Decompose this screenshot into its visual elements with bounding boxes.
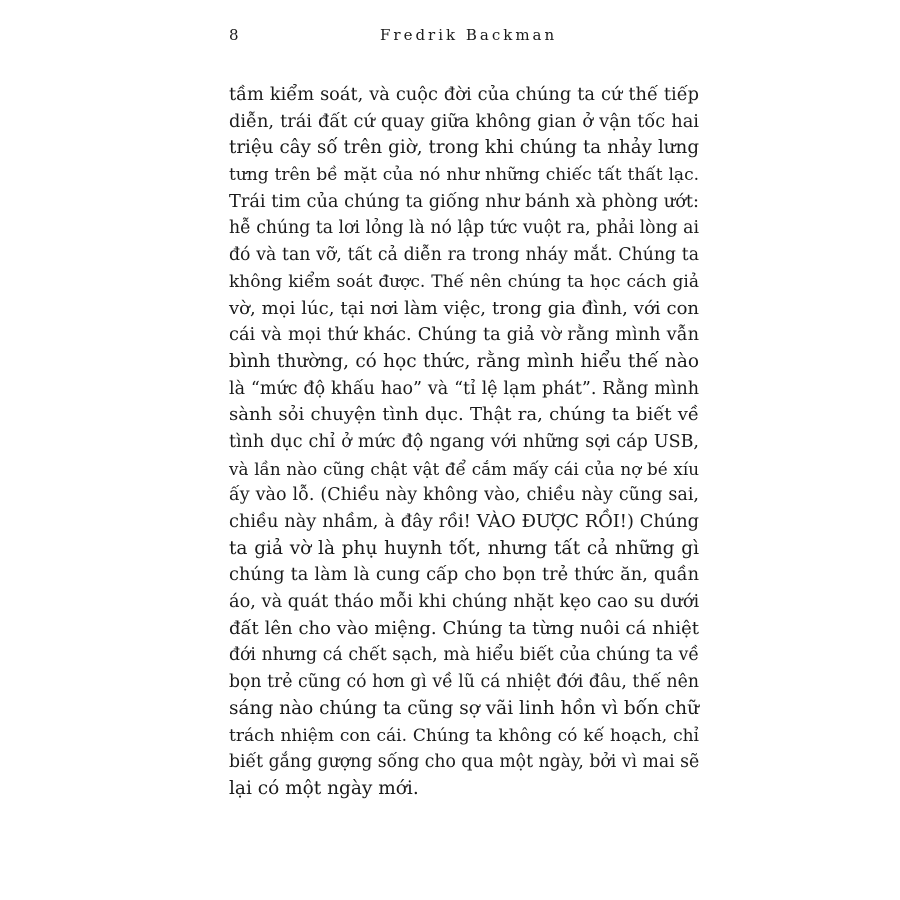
text-line: ta giả vờ là phụ huynh tốt, nhưng tất cả những gì xyxy=(229,537,699,559)
text-line: đó và tan vỡ, tất cả diễn ra trong nháy mắt. Chúng ta xyxy=(229,245,699,266)
text-line: sáng nào chúng ta cũng sợ vãi linh hồn vì bốn chữ xyxy=(229,697,699,719)
text-line: chúng ta làm là cung cấp cho bọn trẻ thức ăn, quần xyxy=(229,565,699,586)
text-line: triệu cây số trên giờ, trong khi chúng ta nhảy lưng xyxy=(229,137,699,159)
text-line: cái và mọi thứ khác. Chúng ta giả vờ rằng mình vẫn xyxy=(229,325,699,346)
text-line: ấy vào lỗ. (Chiều này không vào, chiều này cũng sai, xyxy=(229,485,699,506)
text-line: hễ chúng ta lơi lỏng là nó lập tức vuột ra, phải lòng ai xyxy=(229,218,699,239)
text-line: áo, và quát tháo mỗi khi chúng nhặt kẹo cao su dưới xyxy=(229,592,700,613)
text-line: sành sỏi chuyện tình dục. Thật ra, chúng ta biết về xyxy=(229,404,699,426)
text-line: bọn trẻ cũng có hơn gì về lũ cá nhiệt đới đâu, thế nên xyxy=(229,672,699,693)
text-line: và lần nào cũng chật vật để cắm mấy cái của nợ bé xíu xyxy=(229,458,699,479)
text-line: diễn, trái đất cứ quay giữa không gian ở vận tốc hai xyxy=(229,111,699,132)
text-line: đới nhưng cá chết sạch, mà hiểu biết của chúng ta về xyxy=(229,645,699,666)
text-line: bình thường, có học thức, rằng mình hiểu thế nào xyxy=(229,350,699,372)
text-line: tưng trên bề mặt của nó như những chiếc tất thất lạc. xyxy=(229,165,699,186)
text-line: chiều này nhầm, à đây rồi! VÀO ĐƯỢC RỒI!) Chúng xyxy=(229,512,699,532)
text-line: đất lên cho vào miệng. Chúng ta từng nuôi cá nhiệt xyxy=(229,617,699,639)
text-line: tình dục chỉ ở mức độ ngang với những sợi cáp USB, xyxy=(229,431,699,452)
text-line: tầm kiểm soát, và cuộc đời của chúng ta cứ thế tiếp xyxy=(229,85,699,105)
text-line: là “mức độ khấu hao” và “tỉ lệ lạm phát”. Rằng mình xyxy=(229,378,699,399)
text-line-last: lại có một ngày mới. xyxy=(229,777,419,799)
text-line: Trái tim của chúng ta giống như bánh xà phòng ướt: xyxy=(229,191,699,212)
page-number: 8 xyxy=(229,26,240,44)
text-line: trách nhiệm con cái. Chúng ta không có kế hoạch, chỉ xyxy=(229,725,699,746)
body-text xyxy=(229,82,699,803)
text-line: vờ, mọi lúc, tại nơi làm việc, trong gia đình, với con xyxy=(229,297,699,319)
text-line: biết gắng gượng sống cho qua một ngày, bởi vì mai sẽ xyxy=(229,752,700,773)
running-header-author: Fredrik Backman xyxy=(380,26,558,44)
text-line: không kiểm soát được. Thế nên chúng ta học cách giả xyxy=(229,271,699,292)
